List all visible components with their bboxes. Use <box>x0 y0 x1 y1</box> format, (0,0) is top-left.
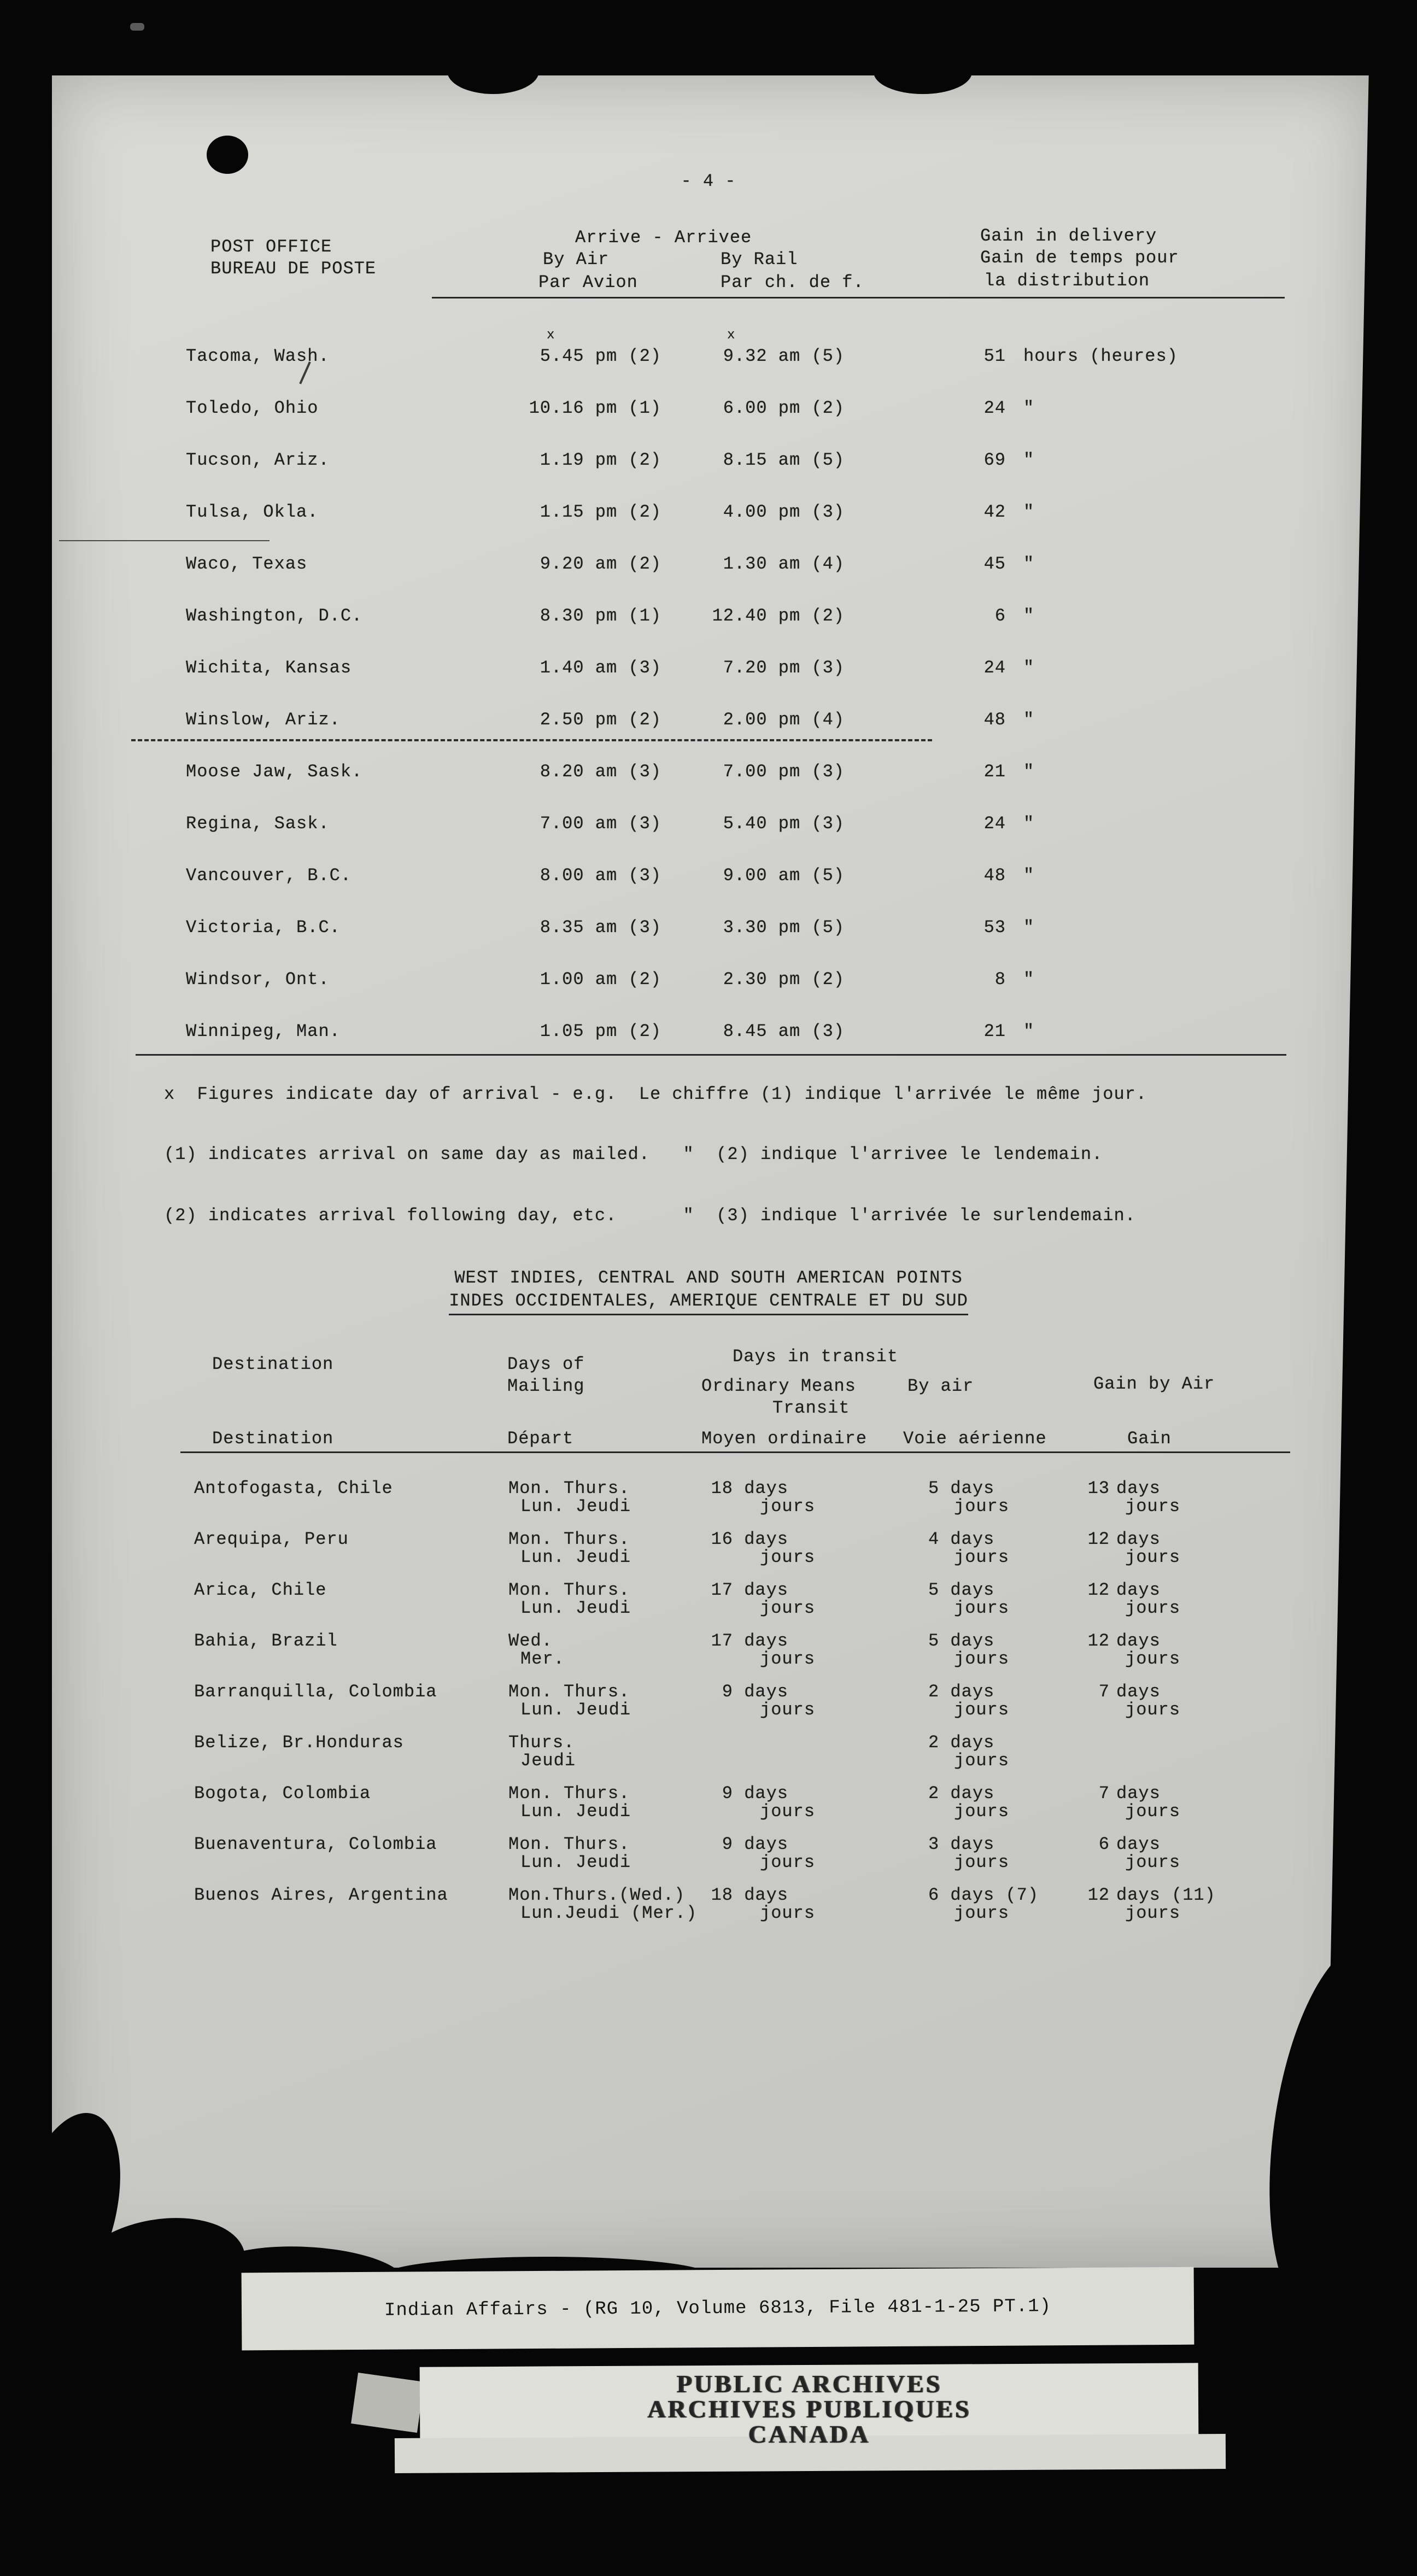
post-office-city: Moose Jaw, Sask. <box>186 762 363 782</box>
reference-stamp-strip <box>242 2267 1195 2351</box>
mailing-days-en: Thurs. <box>508 1732 575 1753</box>
gain-hours-value: 45 <box>983 554 1006 574</box>
transit-air-en: 6 days (7) <box>928 1885 1039 1905</box>
gain-hours-value: 42 <box>983 502 1006 522</box>
post-office-city: Waco, Texas <box>186 554 308 574</box>
gain-by-air-rest: days <box>1116 1682 1161 1702</box>
ink-blot <box>207 136 248 174</box>
transit-air-fr: jours <box>954 1801 1010 1822</box>
destination: Belize, Br.Honduras <box>194 1732 404 1753</box>
post-office-city: Winnipeg, Man. <box>186 1021 341 1041</box>
t2-header-rule <box>180 1451 1290 1453</box>
rail-arrival-time: 2.30 pm (2) <box>723 969 845 990</box>
gain-hours-unit: " <box>1023 813 1035 834</box>
transit-ordinary-fr: jours <box>760 1903 816 1923</box>
gain-hours-unit: " <box>1023 969 1035 990</box>
rail-arrival-time: 5.40 pm (3) <box>723 813 845 834</box>
air-arrival-time: 8.30 pm (1) <box>540 606 661 626</box>
destination: Barranquilla, Colombia <box>194 1682 437 1702</box>
rail-arrival-time: 9.00 am (5) <box>723 865 845 886</box>
gain-hours-unit: " <box>1023 502 1035 522</box>
gain-hours-unit: " <box>1023 917 1035 938</box>
gain-hours-value: 24 <box>983 813 1006 834</box>
transit-ordinary-en: 18 days <box>711 1885 788 1905</box>
footnote-line2: (1) indicates arrival on same day as mailed. " (2) indique l'arrivee le lendemain. <box>164 1144 1103 1164</box>
footnote-line3: (2) indicates arrival following day, etc. " (3) indique l'arrivée le surlendemain. <box>164 1205 1136 1226</box>
t2-header-ordinary-means: Ordinary Means <box>701 1376 856 1396</box>
mailing-days-en: Mon.Thurs.(Wed.) <box>508 1885 686 1905</box>
scan-speck <box>130 23 144 31</box>
transit-air-fr: jours <box>954 1903 1010 1923</box>
gain-by-air-rest: days <box>1116 1783 1161 1804</box>
mailing-days-fr: Lun. Jeudi <box>520 1801 631 1822</box>
gain-hours-unit: hours (heures) <box>1023 346 1178 366</box>
gain-by-air-num: 12 <box>1087 1631 1110 1651</box>
rail-arrival-time: 8.15 am (5) <box>723 450 845 470</box>
post-office-city: Windsor, Ont. <box>186 969 330 990</box>
rail-arrival-time: 6.00 pm (2) <box>723 398 845 418</box>
transit-air-fr: jours <box>954 1547 1010 1567</box>
binder-notch-left <box>447 48 539 94</box>
gain-by-air-fr: jours <box>1125 1649 1181 1669</box>
mailing-days-fr: Mer. <box>520 1649 565 1669</box>
t2-header-days-in-transit: Days in transit <box>733 1346 899 1367</box>
rail-arrival-time: 1.30 am (4) <box>723 554 845 574</box>
t2-header-gain: Gain <box>1127 1428 1172 1449</box>
gain-by-air-num: 12 <box>1087 1529 1110 1549</box>
transit-ordinary-fr: jours <box>760 1547 816 1567</box>
transit-air-en: 2 days <box>928 1732 995 1753</box>
transit-air-en: 4 days <box>928 1529 995 1549</box>
gain-hours-value: 53 <box>983 917 1006 938</box>
gain-by-air-fr: jours <box>1125 1852 1181 1872</box>
gain-by-air-rest: days <box>1116 1580 1161 1600</box>
t2-header-depart: Départ <box>507 1428 574 1449</box>
destination: Bahia, Brazil <box>194 1631 338 1651</box>
air-arrival-time: 8.20 am (3) <box>540 762 661 782</box>
gain-by-air-fr: jours <box>1125 1903 1181 1923</box>
transit-air-en: 2 days <box>928 1783 995 1804</box>
t1-header-arrive: Arrive - Arrivee <box>575 227 752 248</box>
transit-ordinary-fr: jours <box>760 1598 816 1618</box>
t1-bottom-rule <box>136 1054 1286 1056</box>
mailing-days-fr: Lun.Jeudi (Mer.) <box>520 1903 698 1923</box>
mailing-days-en: Mon. Thurs. <box>508 1529 630 1549</box>
air-arrival-time: 9.20 am (2) <box>540 554 661 574</box>
page-number: - 4 - <box>681 171 736 191</box>
mailing-days-en: Mon. Thurs. <box>508 1682 630 1702</box>
rail-arrival-time: 4.00 pm (3) <box>723 502 845 522</box>
air-arrival-time: 7.00 am (3) <box>540 813 661 834</box>
t2-header-destination-en: Destination <box>212 1354 334 1374</box>
gain-by-air-rest: days <box>1116 1478 1161 1498</box>
footnote-line1: x Figures indicate day of arrival - e.g. Le chiffre (1) indique l'arrivée le même jour. <box>164 1084 1147 1104</box>
air-arrival-time: 2.50 pm (2) <box>540 710 661 730</box>
mailing-days-fr: Lun. Jeudi <box>520 1852 631 1872</box>
gain-hours-unit: " <box>1023 710 1035 730</box>
transit-ordinary-en: 17 days <box>711 1631 788 1651</box>
rail-arrival-time: 7.00 pm (3) <box>723 762 845 782</box>
t2-header-by-air: By air <box>907 1376 974 1396</box>
destination: Antofogasta, Chile <box>194 1478 393 1498</box>
gain-by-air-fr: jours <box>1125 1801 1181 1822</box>
gain-by-air-num: 13 <box>1087 1478 1110 1498</box>
t1-header-post-office-fr: BUREAU DE POSTE <box>210 259 377 279</box>
day-of-arrival-mark-air: x <box>547 328 555 343</box>
mailing-days-en: Mon. Thurs. <box>508 1478 630 1498</box>
archives-stamp-line1: PUBLIC ARCHIVES <box>676 2370 942 2398</box>
t2-header-moyen-ordinaire: Moyen ordinaire <box>701 1428 868 1449</box>
gain-hours-value: 21 <box>983 762 1006 782</box>
gain-hours-value: 6 <box>994 606 1006 626</box>
destination: Buenos Aires, Argentina <box>194 1885 448 1905</box>
rail-arrival-time: 9.32 am (5) <box>723 346 845 366</box>
rail-arrival-time: 8.45 am (3) <box>723 1021 845 1041</box>
gain-hours-value: 48 <box>983 710 1006 730</box>
stray-underline-artifact <box>59 540 270 541</box>
mailing-days-en: Mon. Thurs. <box>508 1783 630 1804</box>
air-arrival-time: 1.15 pm (2) <box>540 502 661 522</box>
destination: Bogota, Colombia <box>194 1783 371 1804</box>
mailing-days-en: Mon. Thurs. <box>508 1580 630 1600</box>
gain-hours-value: 24 <box>983 658 1006 678</box>
air-arrival-time: 8.35 am (3) <box>540 917 661 938</box>
post-office-city: Vancouver, B.C. <box>186 865 352 886</box>
archives-stamp-line3: CANADA <box>748 2420 870 2448</box>
gain-hours-unit: " <box>1023 450 1035 470</box>
transit-air-en: 5 days <box>928 1478 995 1498</box>
post-office-city: Victoria, B.C. <box>186 917 341 938</box>
gain-hours-value: 8 <box>994 969 1006 990</box>
binder-notch-right <box>874 50 972 94</box>
gain-by-air-fr: jours <box>1125 1598 1181 1618</box>
t1-header-by-rail-fr: Par ch. de f. <box>721 272 864 292</box>
t2-header-transit: Transit <box>772 1398 850 1418</box>
transit-ordinary-fr: jours <box>760 1852 816 1872</box>
t2-header-destination-fr: Destination <box>212 1428 334 1449</box>
rail-arrival-time: 7.20 pm (3) <box>723 658 845 678</box>
air-arrival-time: 1.19 pm (2) <box>540 450 661 470</box>
post-office-city: Tacoma, Wash. <box>186 346 330 366</box>
gain-hours-unit: " <box>1023 606 1035 626</box>
section2-title-fr: INDES OCCIDENTALES, AMERIQUE CENTRALE ET DU SUD <box>449 1291 968 1315</box>
gain-hours-unit: " <box>1023 658 1035 678</box>
rail-arrival-time: 3.30 pm (5) <box>723 917 845 938</box>
gain-by-air-rest: days <box>1116 1631 1161 1651</box>
post-office-city: Tulsa, Okla. <box>186 502 319 522</box>
destination: Arica, Chile <box>194 1580 327 1600</box>
transit-ordinary-fr: jours <box>760 1700 816 1720</box>
section2-title-fr-wrap <box>0 1290 1417 1312</box>
mailing-days-fr: Lun. Jeudi <box>520 1547 631 1567</box>
transit-ordinary-fr: jours <box>760 1496 816 1517</box>
t2-header-gain-by-air: Gain by Air <box>1093 1374 1215 1394</box>
gain-by-air-num: 6 <box>1098 1834 1110 1854</box>
air-arrival-time: 1.40 am (3) <box>540 658 661 678</box>
gain-by-air-num: 12 <box>1087 1580 1110 1600</box>
t1-header-by-rail-en: By Rail <box>721 249 798 270</box>
post-office-city: Toledo, Ohio <box>186 398 319 418</box>
gain-hours-unit: " <box>1023 554 1035 574</box>
transit-air-en: 2 days <box>928 1682 995 1702</box>
t2-header-days-of: Days of <box>507 1354 585 1374</box>
transit-ordinary-en: 16 days <box>711 1529 788 1549</box>
t1-header-rule <box>432 297 1285 298</box>
gain-hours-unit: " <box>1023 865 1035 886</box>
transit-air-en: 5 days <box>928 1580 995 1600</box>
t1-header-gain-line3: la distribution <box>984 271 1150 291</box>
gain-hours-value: 69 <box>983 450 1006 470</box>
t1-header-post-office-en: POST OFFICE <box>210 237 332 257</box>
gain-by-air-rest: days <box>1116 1834 1161 1854</box>
transit-ordinary-en: 9 days <box>722 1682 788 1702</box>
tape-fragment <box>351 2373 424 2433</box>
mailing-days-fr: Jeudi <box>520 1750 576 1771</box>
mailing-days-en: Wed. <box>508 1631 553 1651</box>
mailing-days-fr: Lun. Jeudi <box>520 1700 631 1720</box>
transit-air-fr: jours <box>954 1750 1010 1771</box>
gain-by-air-num: 7 <box>1098 1783 1110 1804</box>
t2-header-voie-aerienne: Voie aérienne <box>903 1428 1047 1449</box>
transit-ordinary-en: 9 days <box>722 1834 788 1854</box>
gain-hours-value: 48 <box>983 865 1006 886</box>
t1-header-gain-line1: Gain in delivery <box>980 226 1157 246</box>
destination: Buenaventura, Colombia <box>194 1834 437 1854</box>
section2-title-en: WEST INDIES, CENTRAL AND SOUTH AMERICAN POINTS <box>454 1268 963 1288</box>
gain-by-air-fr: jours <box>1125 1547 1181 1567</box>
air-arrival-time: 5.45 pm (2) <box>540 346 661 366</box>
t1-group-separator-dashed <box>131 739 932 741</box>
post-office-city: Regina, Sask. <box>186 813 330 834</box>
transit-ordinary-fr: jours <box>760 1649 816 1669</box>
archives-stamp-line2: ARCHIVES PUBLIQUES <box>647 2395 971 2423</box>
air-arrival-time: 1.05 pm (2) <box>540 1021 661 1041</box>
transit-air-en: 3 days <box>928 1834 995 1854</box>
t1-header-by-air-en: By Air <box>543 249 610 270</box>
post-office-city: Wichita, Kansas <box>186 658 352 678</box>
archive-reference-text: Indian Affairs - (RG 10, Volume 6813, File 481-1-25 PT.1) <box>384 2296 1052 2321</box>
gain-hours-value: 21 <box>983 1021 1006 1041</box>
transit-ordinary-fr: jours <box>760 1801 816 1822</box>
rail-arrival-time: 2.00 pm (4) <box>723 710 845 730</box>
transit-air-fr: jours <box>954 1649 1010 1669</box>
post-office-city: Tucson, Ariz. <box>186 450 330 470</box>
gain-by-air-fr: jours <box>1125 1700 1181 1720</box>
t1-header-by-air-fr: Par Avion <box>538 272 638 292</box>
air-arrival-time: 8.00 am (3) <box>540 865 661 886</box>
gain-by-air-fr: jours <box>1125 1496 1181 1517</box>
transit-air-fr: jours <box>954 1496 1010 1517</box>
mailing-days-fr: Lun. Jeudi <box>520 1496 631 1517</box>
air-arrival-time: 1.00 am (2) <box>540 969 661 990</box>
day-of-arrival-mark-rail: x <box>727 328 736 343</box>
rail-arrival-time: 12.40 pm (2) <box>712 606 845 626</box>
air-arrival-time: 10.16 pm (1) <box>529 398 661 418</box>
transit-ordinary-en: 17 days <box>711 1580 788 1600</box>
t1-header-gain-line2: Gain de temps pour <box>980 248 1179 268</box>
transit-ordinary-en: 18 days <box>711 1478 788 1498</box>
post-office-city: Washington, D.C. <box>186 606 363 626</box>
gain-hours-unit: " <box>1023 1021 1035 1041</box>
gain-by-air-num: 7 <box>1098 1682 1110 1702</box>
post-office-city: Winslow, Ariz. <box>186 710 341 730</box>
gain-hours-unit: " <box>1023 398 1035 418</box>
transit-air-fr: jours <box>954 1598 1010 1618</box>
gain-hours-value: 51 <box>983 346 1006 366</box>
gain-by-air-num: 12 <box>1087 1885 1110 1905</box>
mailing-days-fr: Lun. Jeudi <box>520 1598 631 1618</box>
gain-hours-value: 24 <box>983 398 1006 418</box>
mailing-days-en: Mon. Thurs. <box>508 1834 630 1854</box>
transit-air-fr: jours <box>954 1700 1010 1720</box>
gain-by-air-rest: days <box>1116 1529 1161 1549</box>
gain-by-air-rest: days (11) <box>1116 1885 1216 1905</box>
transit-ordinary-en: 9 days <box>722 1783 788 1804</box>
transit-air-fr: jours <box>954 1852 1010 1872</box>
gain-hours-unit: " <box>1023 762 1035 782</box>
destination: Arequipa, Peru <box>194 1529 349 1549</box>
transit-air-en: 5 days <box>928 1631 995 1651</box>
t2-header-mailing: Mailing <box>507 1376 585 1396</box>
